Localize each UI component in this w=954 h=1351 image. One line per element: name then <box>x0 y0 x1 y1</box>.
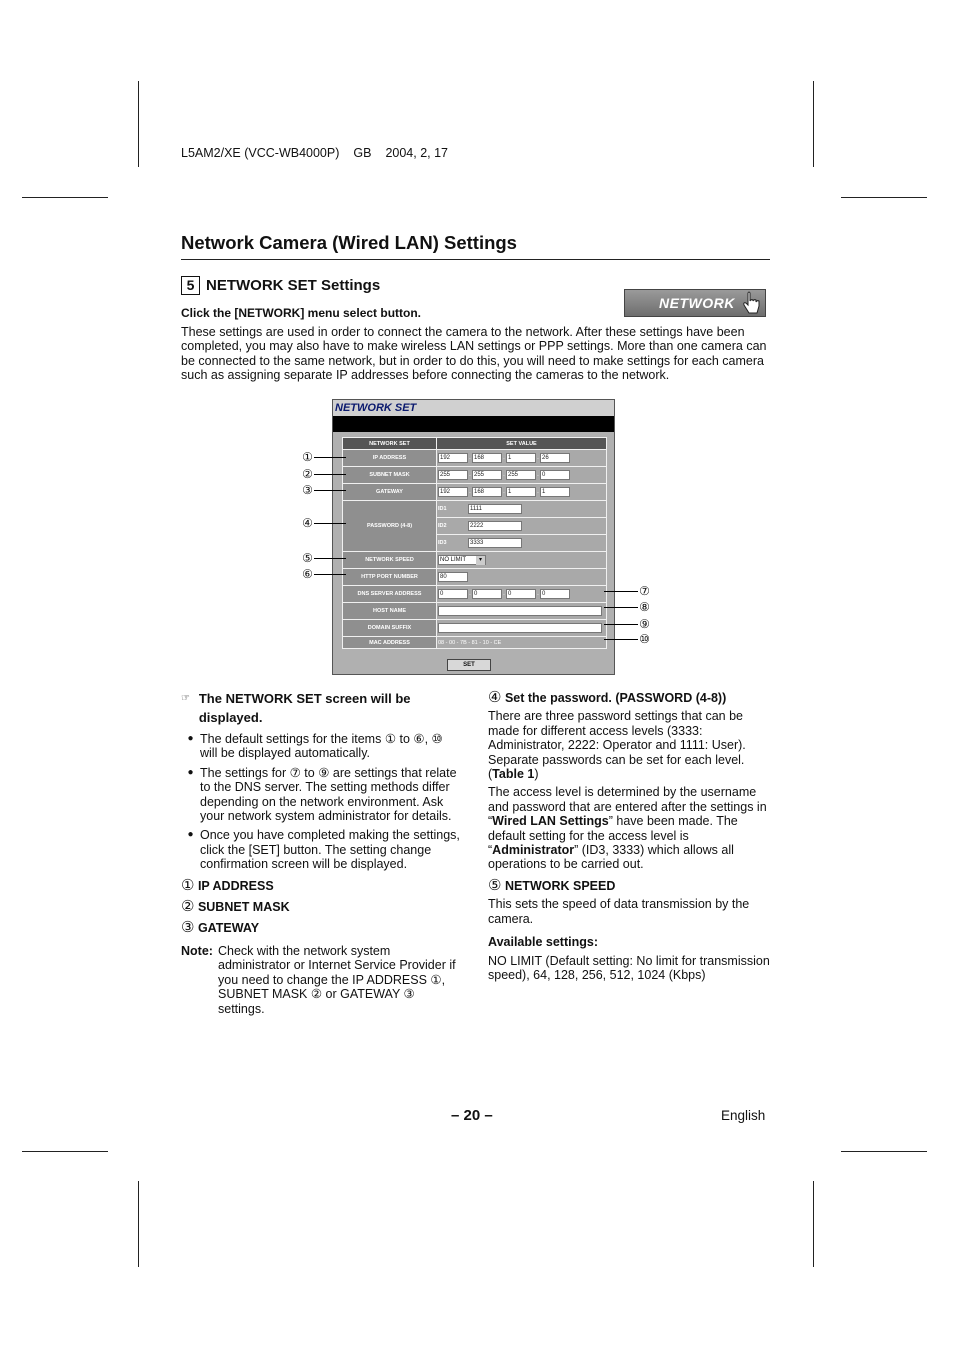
table-row: GATEWAY 192 . 168 . 1 . 1 <box>343 484 607 501</box>
callout-3: ③ <box>302 483 313 497</box>
callout-line <box>604 639 638 640</box>
gateway-octet-2[interactable]: 168 <box>472 487 502 497</box>
result-heading <box>181 689 461 727</box>
speed-heading <box>488 876 770 894</box>
gateway-octet-4[interactable]: 1 <box>540 487 570 497</box>
callout-line <box>314 558 346 559</box>
item-label: IP ADDRESS <box>197 878 274 893</box>
result-text: The NETWORK SET screen will be displayed. <box>198 691 411 725</box>
domain-label: DOMAIN SUFFIX <box>343 620 437 637</box>
domain-suffix-field[interactable] <box>438 623 602 633</box>
callout-line <box>604 624 638 625</box>
language-label: English <box>721 1108 766 1123</box>
table-row <box>343 501 607 518</box>
ip-octet-1[interactable]: 192 <box>438 453 468 463</box>
pw-id3-field[interactable]: 3333 <box>468 538 522 548</box>
col-header-item: NETWORK SET <box>343 438 437 450</box>
host-label: HOST NAME <box>343 603 437 620</box>
crop-mark <box>841 1151 927 1152</box>
intro-paragraph: These settings are used in order to connect the camera to the network. After these settings have been completed, you may also have to make wireless LAN settings or PPP settings. More than one camera can be connected to the same network, but in order to do this, you will need to make settings for each camera such as assigning separate IP addresses before connecting the cameras to the network. <box>181 325 767 383</box>
note-label: Note: <box>181 943 213 958</box>
subnet-octet-3[interactable]: 255 <box>506 470 536 480</box>
item-label: GATEWAY <box>197 921 260 936</box>
table-row <box>343 569 607 586</box>
port-field[interactable]: 80 <box>438 572 468 582</box>
subnet-octet-1[interactable]: 255 <box>438 470 468 480</box>
crop-mark <box>841 197 927 198</box>
network-button-label: NETWORK <box>659 295 735 311</box>
gateway-label: GATEWAY <box>343 484 437 501</box>
set-button[interactable]: SET <box>447 659 491 671</box>
password-heading <box>488 691 770 705</box>
section-heading <box>181 276 380 295</box>
note <box>181 944 461 1016</box>
callout-8: ⑧ <box>639 600 650 614</box>
pw-id3-label: ID3 <box>438 540 447 547</box>
callout-9: ⑨ <box>639 617 650 631</box>
host-name-field[interactable] <box>438 606 602 616</box>
available-settings-heading: Available settings: <box>488 935 598 950</box>
callout-line <box>314 523 346 524</box>
gateway-octet-3[interactable]: 1 <box>506 487 536 497</box>
chevron-down-icon: ▾ <box>476 556 485 565</box>
item-number: ④ <box>488 689 502 706</box>
callout-10: ⑩ <box>639 632 650 646</box>
document-id <box>181 146 462 160</box>
speed-select[interactable] <box>438 555 486 565</box>
ip-octet-3[interactable]: 1 <box>506 453 536 463</box>
ip-octet-4[interactable]: 26 <box>540 453 570 463</box>
pw-id1-field[interactable]: 1111 <box>468 504 522 514</box>
screen-title: NETWORK SET <box>333 400 614 416</box>
left-column <box>181 689 461 1016</box>
section-title: NETWORK SET Settings <box>206 277 381 294</box>
callout-7: ⑦ <box>639 584 650 598</box>
crop-mark <box>813 1181 814 1267</box>
subnet-octet-4[interactable]: 0 <box>540 470 570 480</box>
result-pointer-icon: ☞ <box>181 693 190 704</box>
section-number: 5 <box>181 276 200 295</box>
table-row: DNS SERVER ADDRESS 0 . 0 . 0 . 0 <box>343 586 607 603</box>
table-row: IP ADDRESS 192 . 168 . 1 . 26 <box>343 450 607 467</box>
item-number: ② <box>181 898 195 916</box>
item-heading-ip <box>181 876 461 894</box>
bullet-text: The default settings for the items ① to ⑥, ⑩ will be displayed automatically. <box>200 732 443 761</box>
pw-id2-field[interactable]: 2222 <box>468 521 522 531</box>
table-row <box>343 620 607 637</box>
list-item <box>181 732 461 761</box>
subnet-label: SUBNET MASK <box>343 467 437 484</box>
speed-description: This sets the speed of data transmission by the camera. <box>488 897 750 926</box>
callout-line <box>604 591 638 592</box>
network-set-screenshot <box>332 399 615 675</box>
doc-date: 2004, 2, 17 <box>385 146 449 160</box>
item-number: ③ <box>181 919 195 937</box>
col-header-value: SET VALUE <box>437 438 607 450</box>
mac-value: 08 - 00 - 7B - 81 - 10 - CE <box>438 639 502 646</box>
crop-mark <box>22 1151 108 1152</box>
crop-mark <box>138 1181 139 1267</box>
region-code: GB <box>353 146 372 160</box>
password-label: PASSWORD (4-8) <box>343 501 437 552</box>
item-label: NETWORK SPEED <box>504 878 616 893</box>
password-paragraph-2: The access level is determined by the username and password that are entered after the settings in “Wired LAN Settings” have been made. The default setting for the access level is “Administrator” (ID3, 3333) which allows all operations to be carried out. <box>488 785 767 872</box>
callout-line <box>314 474 346 475</box>
speed-select-value: NO LIMIT <box>440 557 467 563</box>
callout-line <box>314 574 346 575</box>
dns-octet-4[interactable]: 0 <box>540 589 570 599</box>
dns-octet-2[interactable]: 0 <box>472 589 502 599</box>
callout-line <box>604 607 638 608</box>
crop-mark <box>813 81 814 167</box>
gateway-octet-1[interactable]: 192 <box>438 487 468 497</box>
bullet-text: Once you have completed making the settings, click the [SET] button. The setting change confirmation screen will be displayed. <box>200 828 460 872</box>
network-menu-button[interactable] <box>624 289 766 317</box>
dns-octet-3[interactable]: 0 <box>506 589 536 599</box>
crop-mark <box>22 197 108 198</box>
bullet-text: The settings for ⑦ to ⑨ are settings that relate to the DNS server. The setting methods differ depending on the network environment. Ask your network system administrator for details. <box>200 765 457 824</box>
item-number: ① <box>181 876 195 894</box>
note-text: Check with the network system administrator or Internet Service Provider if you need to change the IP ADDRESS ①, SUBNET MASK ② or GATEWAY ③ settings. <box>218 943 456 1016</box>
callout-4: ④ <box>302 516 313 530</box>
item-label: Set the password. (PASSWORD (4-8)) <box>504 691 727 705</box>
bullet-icon: ● <box>187 733 194 744</box>
pw-id2-label: ID2 <box>438 523 447 530</box>
callout-line <box>314 490 346 491</box>
title-divider <box>181 259 770 260</box>
screen-title-bar <box>333 416 614 432</box>
subnet-octet-2[interactable]: 255 <box>472 470 502 480</box>
password-paragraph-1: There are three password settings that can be made for different access levels (3333: Administrator, 2222: Operator and 1111: User). Separate passwords can be set for each level. (Table 1) <box>488 709 746 782</box>
dns-label: DNS SERVER ADDRESS <box>343 586 437 603</box>
item-number: ⑤ <box>488 876 502 894</box>
mac-label: MAC ADDRESS <box>343 637 437 649</box>
pw-id1-label: ID1 <box>438 506 447 513</box>
item-heading-gateway <box>181 921 461 935</box>
item-label: SUBNET MASK <box>197 900 290 915</box>
right-column <box>488 691 770 982</box>
model-code: L5AM2/XE (VCC-WB4000P) <box>181 146 340 160</box>
page-number: – 20 – <box>451 1107 493 1124</box>
click-instruction: Click the [NETWORK] menu select button. <box>181 306 422 320</box>
callout-5: ⑤ <box>302 551 313 565</box>
table-row: SUBNET MASK 255 . 255 . 255 . 0 <box>343 467 607 484</box>
list-item <box>181 828 461 871</box>
callout-1: ① <box>302 450 313 464</box>
callout-2: ② <box>302 467 313 481</box>
table-row <box>343 603 607 620</box>
callout-6: ⑥ <box>302 567 313 581</box>
ip-octet-2[interactable]: 168 <box>472 453 502 463</box>
available-settings-text: NO LIMIT (Default setting: No limit for transmission speed), 64, 128, 256, 512, 1024 (Kbps) <box>488 953 770 982</box>
speed-label: NETWORK SPEED <box>343 552 437 569</box>
ip-label: IP ADDRESS <box>343 450 437 467</box>
item-heading-subnet <box>181 900 461 914</box>
settings-table <box>342 437 607 649</box>
hand-pointer-icon <box>740 290 762 318</box>
table-row <box>343 637 607 649</box>
callout-line <box>314 457 346 458</box>
bullet-icon: ● <box>187 766 194 778</box>
port-label: HTTP PORT NUMBER <box>343 569 437 586</box>
crop-mark <box>138 81 139 167</box>
list-item <box>181 766 461 824</box>
table-row <box>343 552 607 569</box>
bullet-icon: ● <box>187 829 194 841</box>
dns-octet-1[interactable]: 0 <box>438 589 468 599</box>
page-title: Network Camera (Wired LAN) Settings <box>181 232 517 253</box>
